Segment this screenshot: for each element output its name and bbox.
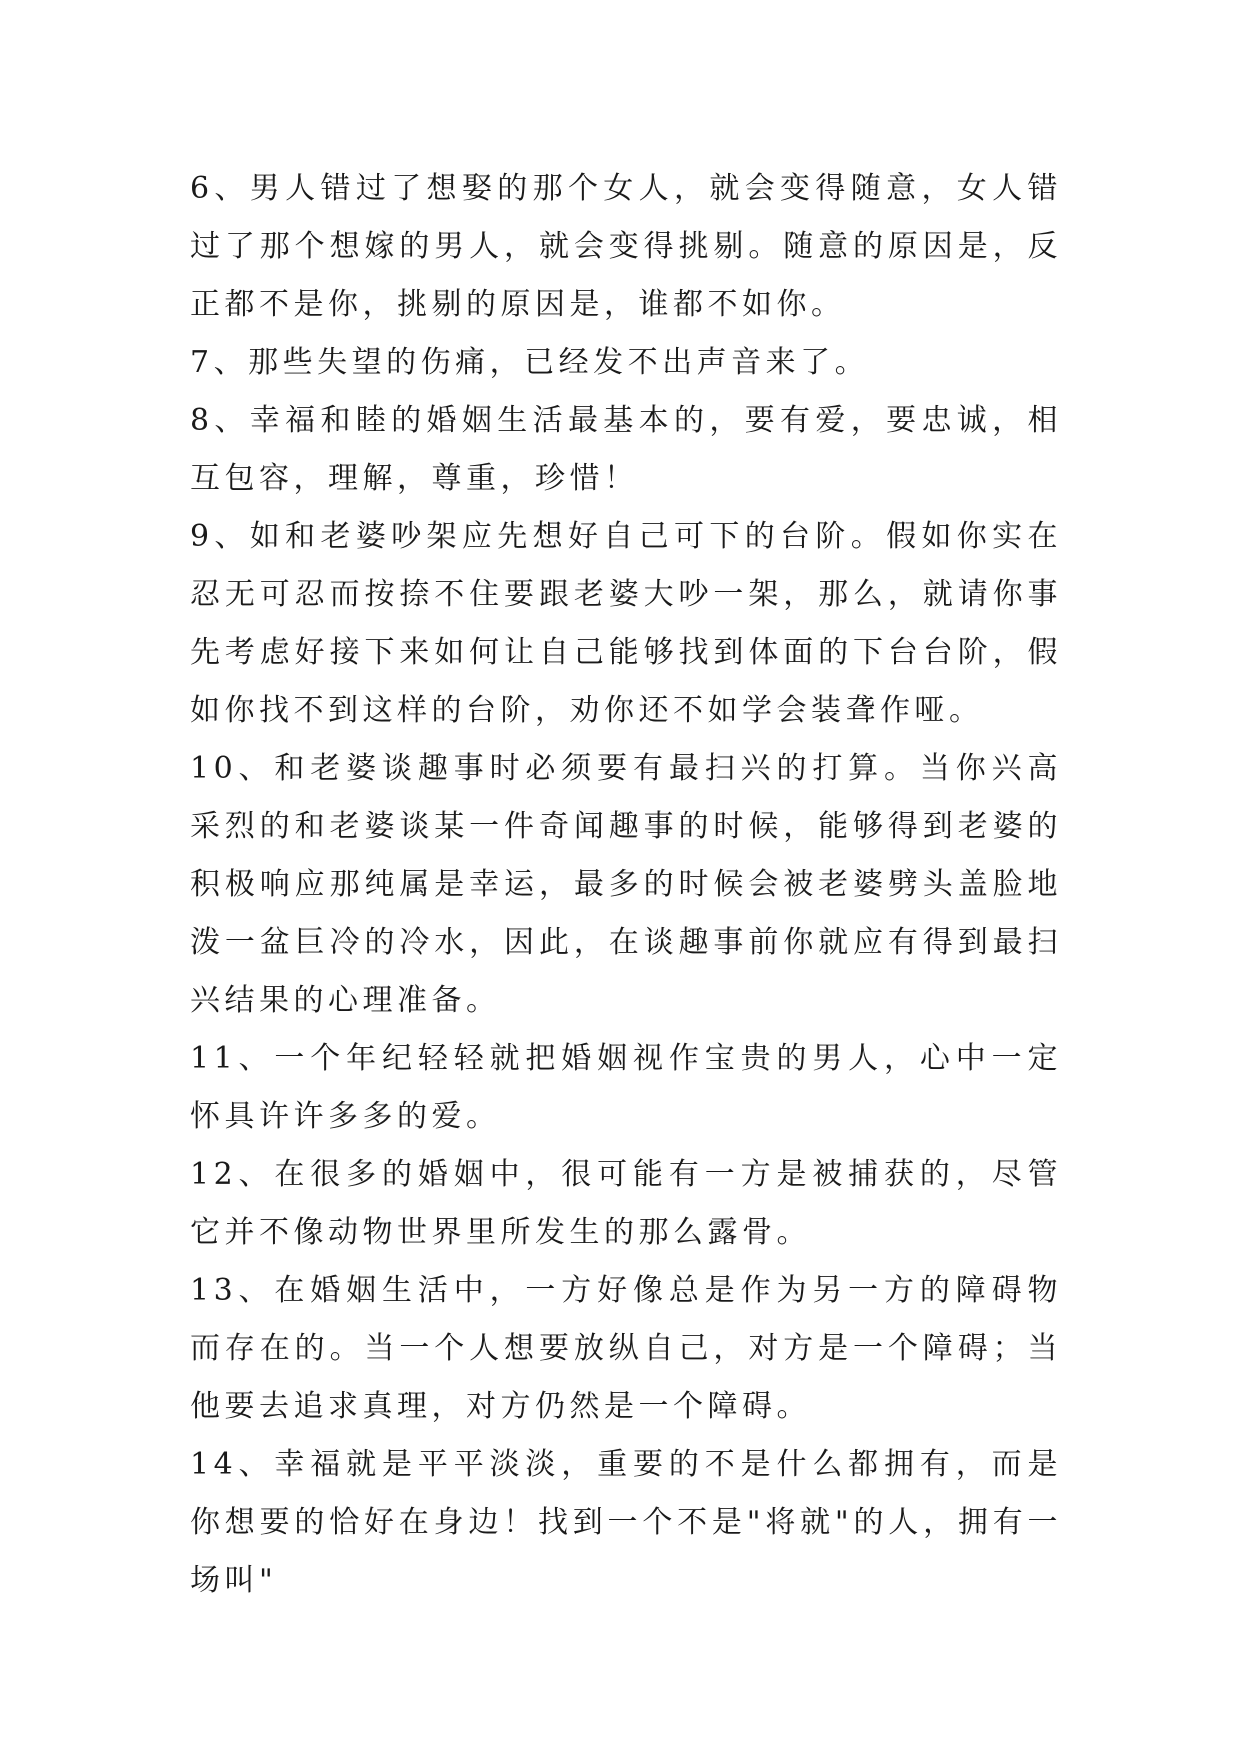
paragraph-10: 10、和老婆谈趣事时必须要有最扫兴的打算。当你兴高采烈的和老婆谈某一件奇闻趣事的时候，能够得到老婆的积极响应那纯属是幸运，最多的时候会被老婆劈头盖脸地泼一盆巨冷的冷水，因此，在谈趣事前你就应有得到最扫兴结果的心理准备。 (190, 751, 1062, 1018)
paragraph-14: 14、幸福就是平平淡淡，重要的不是什么都拥有，而是你想要的恰好在身边！找到一个不是"将就"的人，拥有一场叫" (190, 1447, 1062, 1598)
paragraph-13: 13、在婚姻生活中，一方好像总是作为另一方的障碍物而存在的。当一个人想要放纵自己，对方是一个障碍；当他要去追求真理，对方仍然是一个障碍。 (190, 1273, 1062, 1424)
paragraph-6: 6、男人错过了想娶的那个女人，就会变得随意，女人错过了那个想嫁的男人，就会变得挑剔。随意的原因是，反正都不是你，挑剔的原因是，谁都不如你。 (190, 171, 1062, 322)
body-text (190, 160, 1062, 1610)
paragraph-7: 7、那些失望的伤痛，已经发不出声音来了。 (190, 345, 870, 380)
paragraph-9: 9、如和老婆吵架应先想好自己可下的台阶。假如你实在忍无可忍而按捺不住要跟老婆大吵一架，那么，就请你事先考虑好接下来如何让自己能够找到体面的下台台阶，假如你找不到这样的台阶，劝你还不如学会装聋作哑。 (190, 519, 1062, 728)
paragraph-11: 11、一个年纪轻轻就把婚姻视作宝贵的男人，心中一定怀具许许多多的爱。 (190, 1041, 1062, 1134)
paragraph-8: 8、幸福和睦的婚姻生活最基本的，要有爱，要忠诚，相互包容，理解，尊重，珍惜！ (190, 403, 1062, 496)
paragraph-12: 12、在很多的婚姻中，很可能有一方是被捕获的，尽管它并不像动物世界里所发生的那么露骨。 (190, 1157, 1062, 1250)
